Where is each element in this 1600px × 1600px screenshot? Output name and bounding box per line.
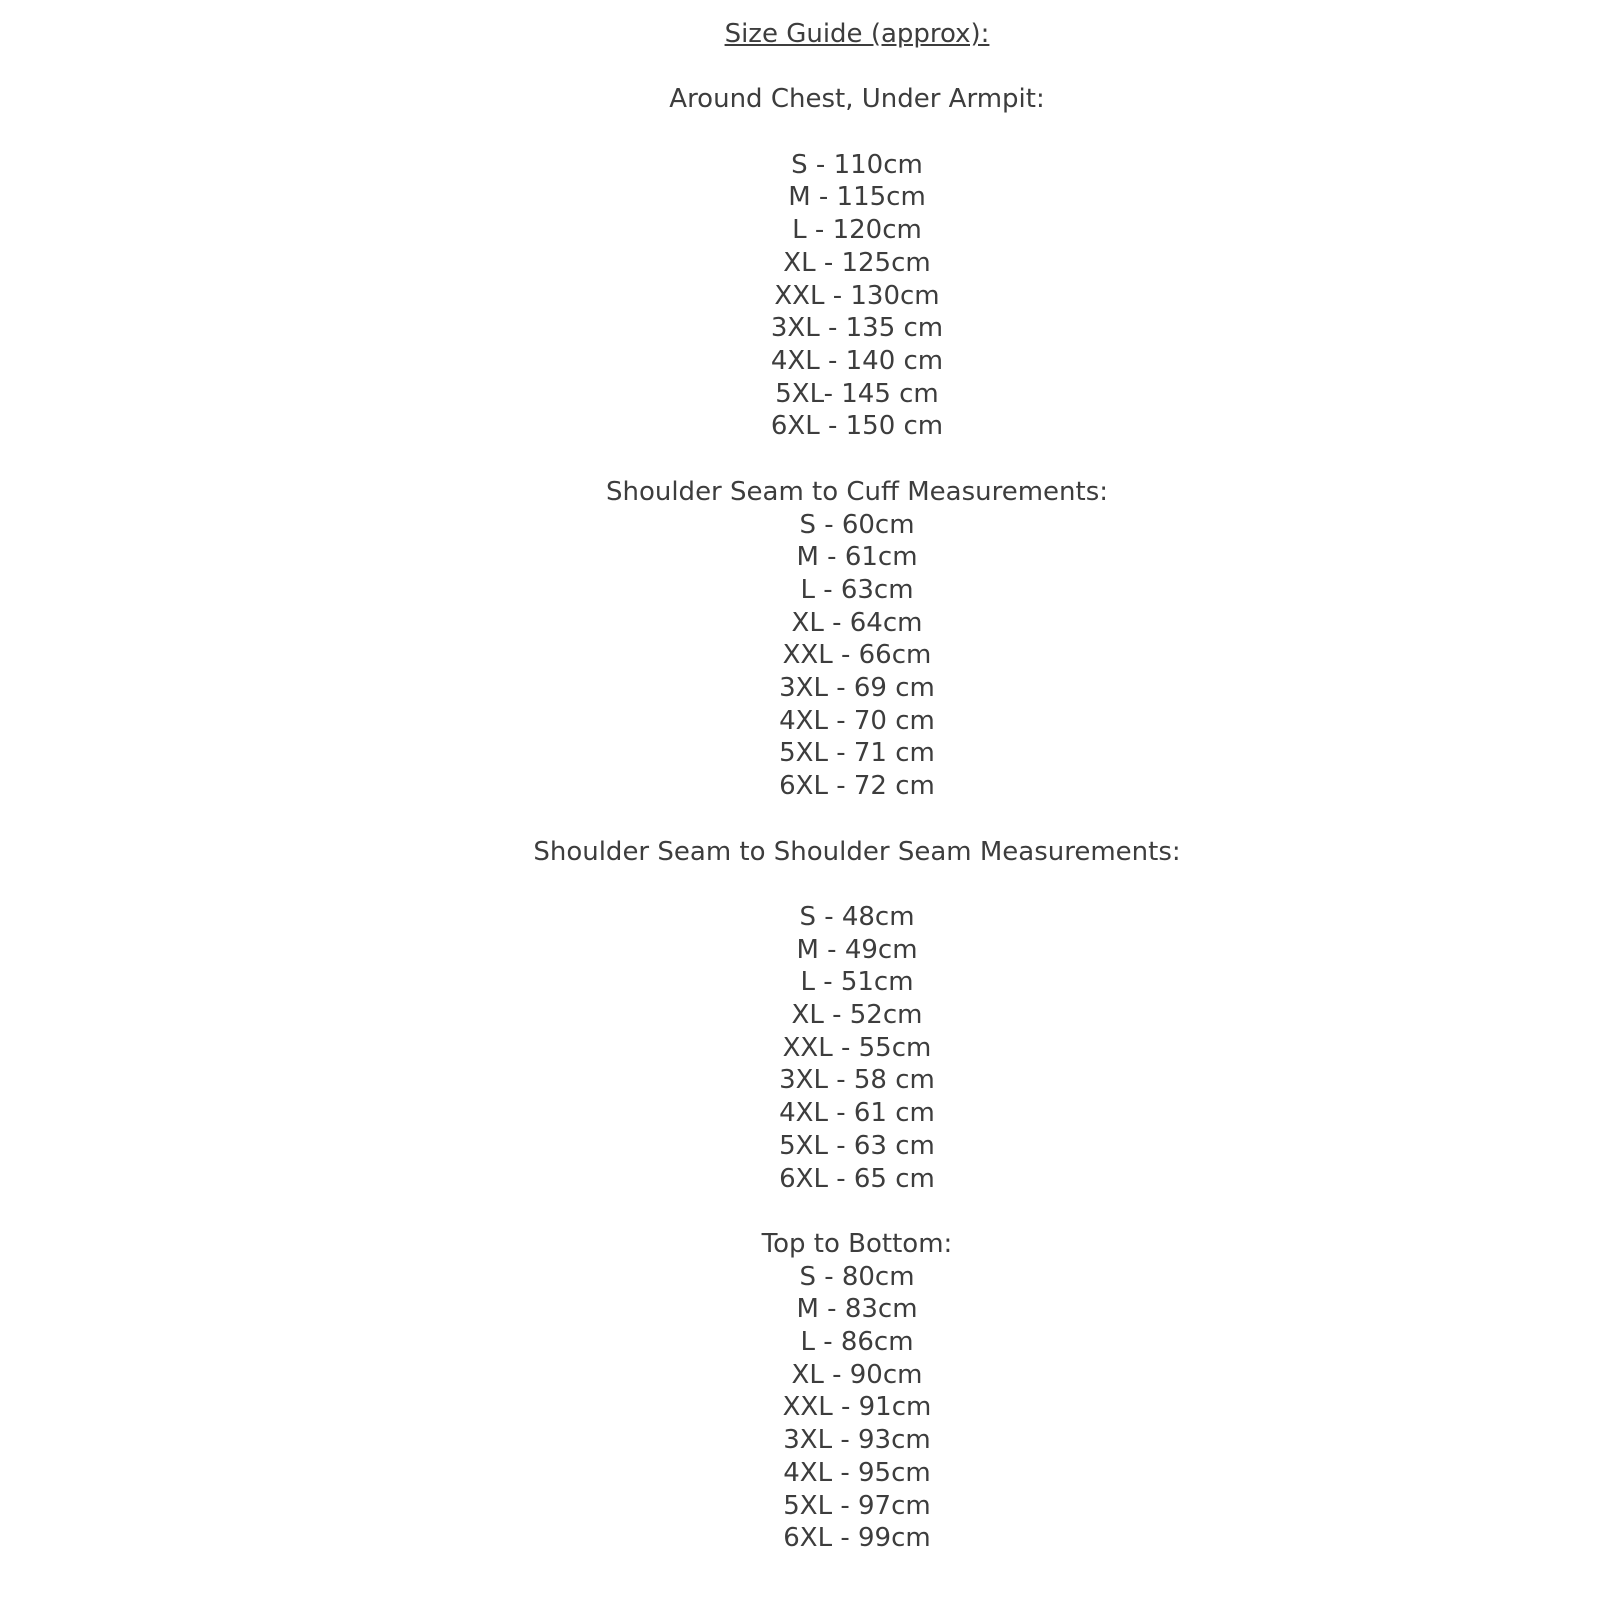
size-row: 5XL- 145 cm (775, 378, 939, 409)
size-row: M - 83cm (796, 1294, 918, 1325)
size-row: 5XL - 71 cm (779, 738, 935, 769)
size-list-shoulder-to-cuff (114, 509, 1600, 803)
size-row: XL - 64cm (791, 607, 923, 638)
section-top-to-bottom (114, 1228, 1600, 1555)
size-row: XXL - 66cm (782, 640, 932, 671)
size-row: M - 49cm (796, 934, 918, 965)
size-row: 3XL - 58 cm (779, 1065, 935, 1096)
page-title: Size Guide (approx): (724, 19, 990, 49)
size-row: 5XL - 97cm (783, 1490, 931, 1521)
size-row: S - 110cm (791, 149, 923, 180)
size-list-around-chest (114, 149, 1600, 443)
size-row: 4XL - 61 cm (779, 1098, 935, 1129)
section-heading-top-to-bottom: Top to Bottom: (761, 1228, 953, 1259)
size-row: L - 120cm (792, 215, 922, 246)
size-row: XXL - 55cm (782, 1032, 932, 1063)
size-row: XL - 125cm (783, 247, 931, 278)
size-row: 5XL - 63 cm (779, 1130, 935, 1161)
size-row: 3XL - 69 cm (779, 673, 935, 704)
size-row: L - 51cm (800, 967, 914, 998)
size-row: L - 86cm (800, 1327, 914, 1358)
section-heading-shoulder-to-cuff: Shoulder Seam to Cuff Measurements: (605, 476, 1109, 507)
size-row: 4XL - 140 cm (770, 346, 944, 376)
size-row: 6XL - 72 cm (779, 771, 935, 802)
section-shoulder-to-cuff (114, 476, 1600, 803)
size-row: S - 60cm (799, 509, 915, 540)
section-shoulder-to-shoulder (114, 836, 1600, 1196)
size-row: 4XL - 70 cm (779, 705, 935, 736)
size-list-top-to-bottom (114, 1261, 1600, 1555)
size-list-shoulder-to-shoulder (114, 901, 1600, 1195)
size-row: XXL - 91cm (782, 1392, 932, 1423)
size-row: M - 115cm (788, 182, 926, 213)
size-row: 3XL - 135 cm (770, 313, 944, 344)
size-row: 6XL - 150 cm (770, 411, 944, 442)
size-row: XXL - 130cm (774, 280, 940, 311)
size-row: S - 80cm (799, 1261, 915, 1292)
section-around-chest (114, 83, 1600, 443)
size-row: XL - 52cm (791, 1000, 923, 1031)
size-row: L - 63cm (800, 574, 914, 605)
size-row: S - 48cm (799, 901, 915, 932)
section-heading-shoulder-to-shoulder: Shoulder Seam to Shoulder Seam Measurements: (533, 836, 1181, 867)
size-row: M - 61cm (796, 542, 918, 573)
size-row: 3XL - 93cm (783, 1425, 931, 1456)
size-row: XL - 90cm (791, 1359, 923, 1390)
size-row: 6XL - 99cm (783, 1523, 931, 1554)
size-row: 6XL - 65 cm (779, 1163, 935, 1194)
size-row: 4XL - 95cm (783, 1457, 931, 1488)
section-heading-around-chest: Around Chest, Under Armpit: (669, 84, 1045, 115)
